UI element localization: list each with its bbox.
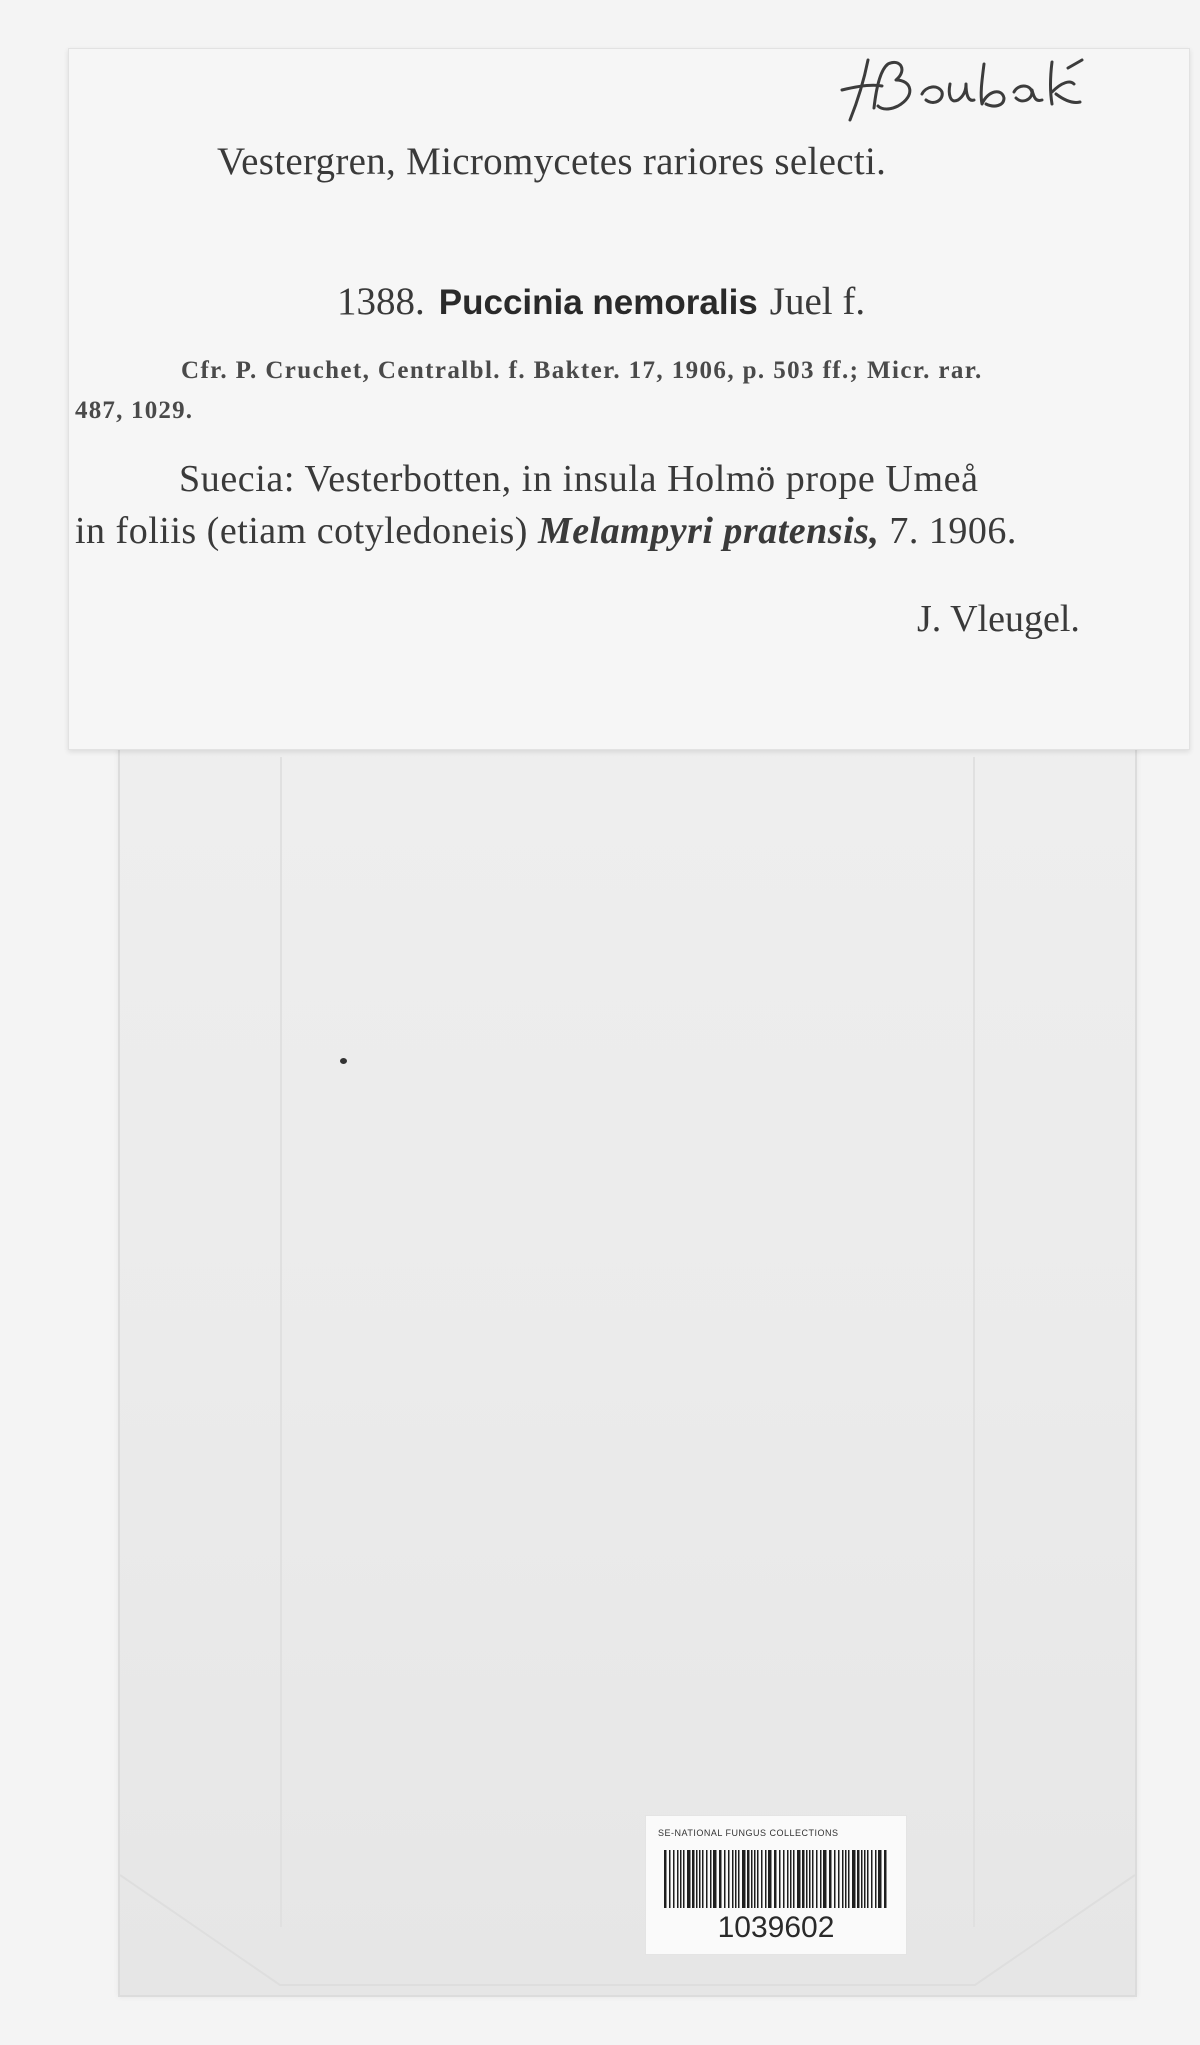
series-title: Vestergren, Micromycetes rariores selecti.	[217, 140, 887, 183]
barcode-bar	[768, 1850, 772, 1908]
barcode-bar	[738, 1850, 740, 1908]
barcode-institution: SE-NATIONAL FUNGUS COLLECTIONS	[658, 1828, 839, 1838]
barcode-bar	[710, 1850, 712, 1908]
barcode-bar	[857, 1850, 860, 1908]
barcode-bar	[713, 1850, 717, 1908]
barcode-bar	[864, 1850, 866, 1908]
barcode-sticker	[645, 1815, 907, 1955]
envelope-fold-left	[280, 757, 282, 1927]
envelope-fold-right	[973, 757, 975, 1927]
collection-date: 7. 1906.	[889, 510, 1017, 552]
barcode-bar	[732, 1850, 734, 1908]
barcode-bar	[683, 1850, 685, 1908]
barcode-bar	[834, 1850, 836, 1908]
barcode-bar	[861, 1850, 863, 1908]
barcode-bar	[761, 1850, 763, 1908]
locality-line-2	[75, 509, 1017, 553]
specimen-speck	[340, 1058, 347, 1064]
barcode-bar	[823, 1850, 827, 1908]
barcode-bar	[783, 1850, 785, 1908]
barcode-bar	[816, 1850, 818, 1908]
barcode-bar	[852, 1850, 856, 1908]
barcode-bar	[848, 1850, 850, 1908]
barcode-bar	[806, 1850, 808, 1908]
barcode-bar	[809, 1850, 811, 1908]
barcode-bar	[742, 1850, 746, 1908]
barcode-bar	[687, 1850, 691, 1908]
barcode-bar	[706, 1850, 708, 1908]
barcode-bar	[797, 1850, 801, 1908]
species-name: Puccinia nemoralis	[438, 283, 758, 322]
barcode-bar	[802, 1850, 805, 1908]
barcode-bars	[662, 1850, 890, 1908]
barcode-bar	[747, 1850, 750, 1908]
barcode-bar	[751, 1850, 753, 1908]
barcode-bar	[842, 1850, 844, 1908]
barcode-bar	[673, 1850, 675, 1908]
barcode-bar	[728, 1850, 730, 1908]
barcode-bar	[875, 1850, 877, 1908]
barcode-bar	[820, 1850, 822, 1908]
barcode-bar	[680, 1850, 682, 1908]
barcode-bar	[774, 1850, 777, 1908]
barcode-bar	[867, 1850, 869, 1908]
barcode-bar	[871, 1850, 873, 1908]
barcode-bar	[790, 1850, 792, 1908]
barcode-bar	[699, 1850, 701, 1908]
reference-line-1: Cfr. P. Cruchet, Centralbl. f. Bakter. 17, 1906, p. 503 ff.; Micr. rar.	[181, 357, 983, 384]
barcode-bar	[787, 1850, 789, 1908]
handwritten-signature	[838, 50, 1118, 130]
barcode-bar	[829, 1850, 832, 1908]
barcode-bar	[692, 1850, 695, 1908]
exsiccata-number: 1388.	[337, 280, 425, 323]
barcode-bar	[812, 1850, 814, 1908]
specimen-envelope	[118, 735, 1137, 1997]
species-title	[337, 279, 865, 324]
barcode-bar	[696, 1850, 698, 1908]
barcode-bar	[702, 1850, 704, 1908]
barcode-bar	[669, 1850, 671, 1908]
barcode-bar	[838, 1850, 840, 1908]
barcode-bar	[719, 1850, 722, 1908]
envelope-flap	[120, 1835, 1135, 1995]
barcode-bar	[793, 1850, 795, 1908]
barcode-bar	[754, 1850, 756, 1908]
barcode-bar	[664, 1850, 667, 1908]
specimen-label	[68, 48, 1190, 750]
locality-line-1: Suecia: Vesterbotten, in insula Holmö prope Umeå	[179, 458, 979, 500]
reference-line-2: 487, 1029.	[75, 397, 194, 424]
barcode-bar	[878, 1850, 882, 1908]
barcode-bar	[765, 1850, 767, 1908]
barcode-bar	[884, 1850, 887, 1908]
barcode-bar	[677, 1850, 679, 1908]
host-name: Melampyri pratensis,	[537, 510, 880, 552]
locality-substrate: in foliis (etiam cotyledoneis)	[75, 510, 528, 552]
barcode-number: 1039602	[717, 1911, 835, 1944]
barcode-bar	[779, 1850, 781, 1908]
barcode-bar	[845, 1850, 847, 1908]
barcode-bar	[735, 1850, 737, 1908]
species-author: Juel f.	[769, 280, 866, 323]
barcode-bar	[724, 1850, 726, 1908]
barcode-bar	[757, 1850, 759, 1908]
collector-name: J. Vleugel.	[917, 598, 1080, 640]
